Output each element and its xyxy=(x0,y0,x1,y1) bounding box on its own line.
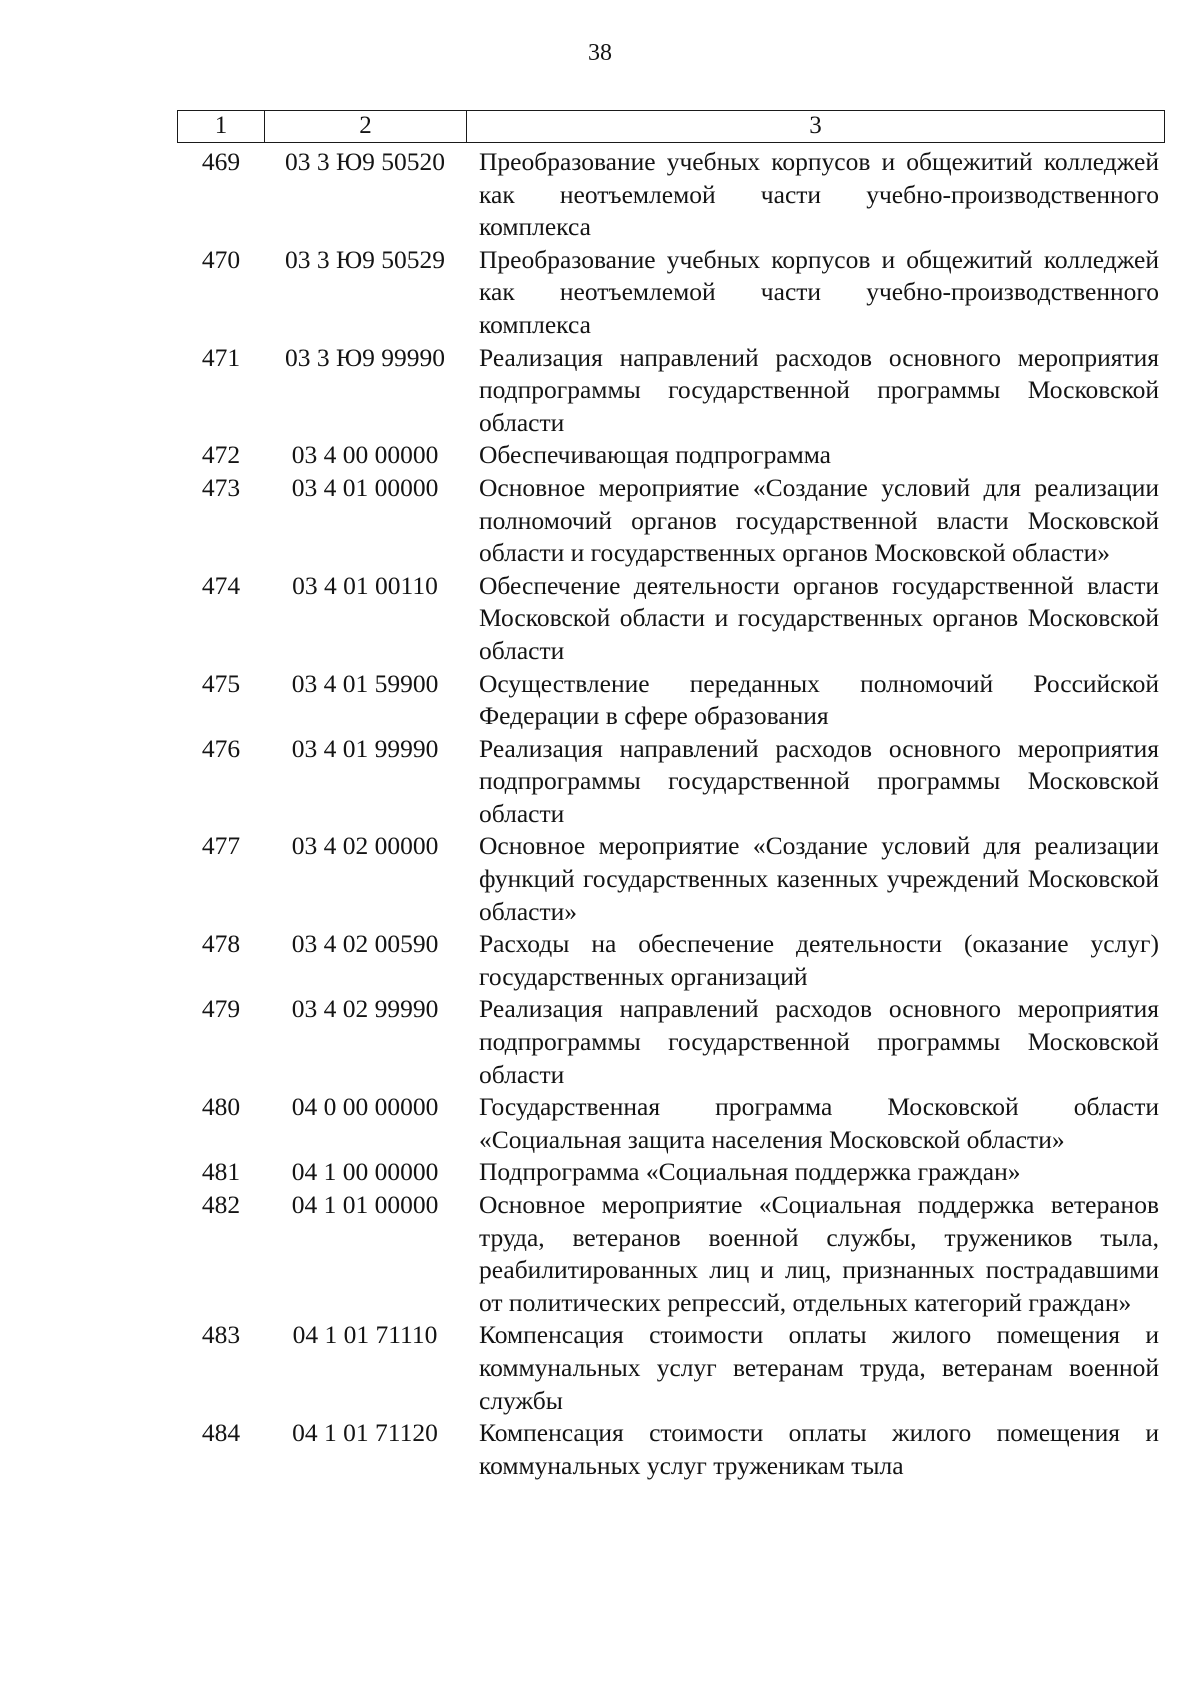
row-description: Компенсация стоимости оплаты жилого помещения и коммунальных услуг труженикам тыла xyxy=(479,1418,1159,1480)
row-number: 476 xyxy=(201,733,241,763)
row-code: 03 3 Ю9 50520 xyxy=(284,147,446,176)
row-code: 04 1 01 71110 xyxy=(292,1320,438,1350)
table-row xyxy=(177,1091,1165,1156)
row-number: 480 xyxy=(201,1092,241,1122)
table-row xyxy=(177,1319,1165,1417)
table-row xyxy=(177,570,1165,668)
row-number: 481 xyxy=(201,1157,241,1187)
row-number: 469 xyxy=(201,147,241,176)
table-row xyxy=(177,1417,1165,1482)
row-code: 04 1 01 00000 xyxy=(291,1190,439,1219)
page-number: 38 xyxy=(588,40,612,66)
row-description: Преобразование учебных корпусов и общежитий колледжей как неотъемлемой части учебно-производственного комплекса xyxy=(479,147,1159,242)
table-row xyxy=(177,472,1165,570)
row-code: 03 4 02 00590 xyxy=(291,929,439,959)
row-number: 474 xyxy=(201,570,241,600)
table-header xyxy=(177,110,1165,143)
row-description: Основное мероприятие «Социальная поддержка ветеранов труда, ветеранов военной службы, тружеников тыла, реабилитированных лиц и лиц, признанных пострадавшими от политических репрессий, отдельных категорий граждан» xyxy=(479,1190,1159,1317)
row-code: 03 4 02 99990 xyxy=(291,994,439,1024)
table-row xyxy=(177,439,1165,472)
table-row xyxy=(177,928,1165,993)
row-description: Государственная программа Московской области «Социальная защита населения Московской области» xyxy=(479,1092,1159,1154)
table-row xyxy=(177,668,1165,733)
table-row xyxy=(177,244,1165,342)
row-number: 475 xyxy=(201,668,241,698)
table-row xyxy=(177,146,1165,244)
header-col-1: 1 xyxy=(178,111,265,142)
row-number: 483 xyxy=(201,1320,241,1350)
row-number: 473 xyxy=(201,472,241,502)
row-number: 472 xyxy=(201,440,241,470)
header-col-3: 3 xyxy=(809,112,822,139)
row-code: 04 1 00 00000 xyxy=(291,1157,439,1187)
row-code: 04 1 01 71120 xyxy=(292,1418,438,1448)
row-code: 03 3 Ю9 99990 xyxy=(284,342,446,372)
row-description: Реализация направлений расходов основного мероприятия подпрограммы государственной программы Московской области xyxy=(479,342,1159,437)
row-number: 482 xyxy=(201,1190,241,1219)
row-code: 03 4 02 00000 xyxy=(291,831,439,861)
row-number: 484 xyxy=(201,1418,241,1448)
table-row xyxy=(177,342,1165,440)
table-row xyxy=(177,1156,1165,1189)
row-description: Подпрограмма «Социальная поддержка граждан» xyxy=(479,1157,1021,1187)
row-description: Реализация направлений расходов основного мероприятия подпрограммы государственной программы Московской области xyxy=(479,733,1159,828)
row-number: 470 xyxy=(201,244,241,274)
row-code: 04 0 00 00000 xyxy=(291,1092,439,1122)
header-col-2: 2 xyxy=(265,111,467,142)
table-body xyxy=(177,146,1165,1482)
row-description: Компенсация стоимости оплаты жилого помещения и коммунальных услуг ветеранам труда, ветеранам военной службы xyxy=(479,1320,1159,1415)
row-code: 03 4 01 00000 xyxy=(291,472,439,502)
table-row xyxy=(177,993,1165,1091)
row-code: 03 4 00 00000 xyxy=(291,440,439,470)
row-description: Основное мероприятие «Создание условий для реализации полномочий органов государственной власти Московской области и государственных органов Московской области» xyxy=(479,472,1159,568)
table-row xyxy=(177,733,1165,831)
row-number: 479 xyxy=(201,994,241,1024)
row-description: Обеспечение деятельности органов государственной власти Московской области и государственных органов Московской области xyxy=(479,570,1159,665)
row-code: 03 4 01 99990 xyxy=(291,733,439,763)
row-code: 03 3 Ю9 50529 xyxy=(284,244,446,274)
row-code: 03 4 01 00110 xyxy=(292,570,438,600)
row-description: Основное мероприятие «Создание условий для реализации функций государственных казенных учреждений Московской области» xyxy=(479,831,1159,926)
row-code: 03 4 01 59900 xyxy=(291,668,439,698)
table-row xyxy=(177,830,1165,928)
row-description: Обеспечивающая подпрограмма xyxy=(479,440,831,470)
row-number: 471 xyxy=(201,342,241,372)
row-number: 477 xyxy=(201,831,241,861)
table-row xyxy=(177,1189,1165,1319)
row-description: Осуществление переданных полномочий Российской Федерации в сфере образования xyxy=(479,668,1159,731)
row-number: 478 xyxy=(201,929,241,959)
row-description: Реализация направлений расходов основного мероприятия подпрограммы государственной программы Московской области xyxy=(479,994,1159,1089)
row-description: Преобразование учебных корпусов и общежитий колледжей как неотъемлемой части учебно-производственного комплекса xyxy=(479,244,1159,339)
row-description: Расходы на обеспечение деятельности (оказание услуг) государственных организаций xyxy=(479,929,1159,991)
